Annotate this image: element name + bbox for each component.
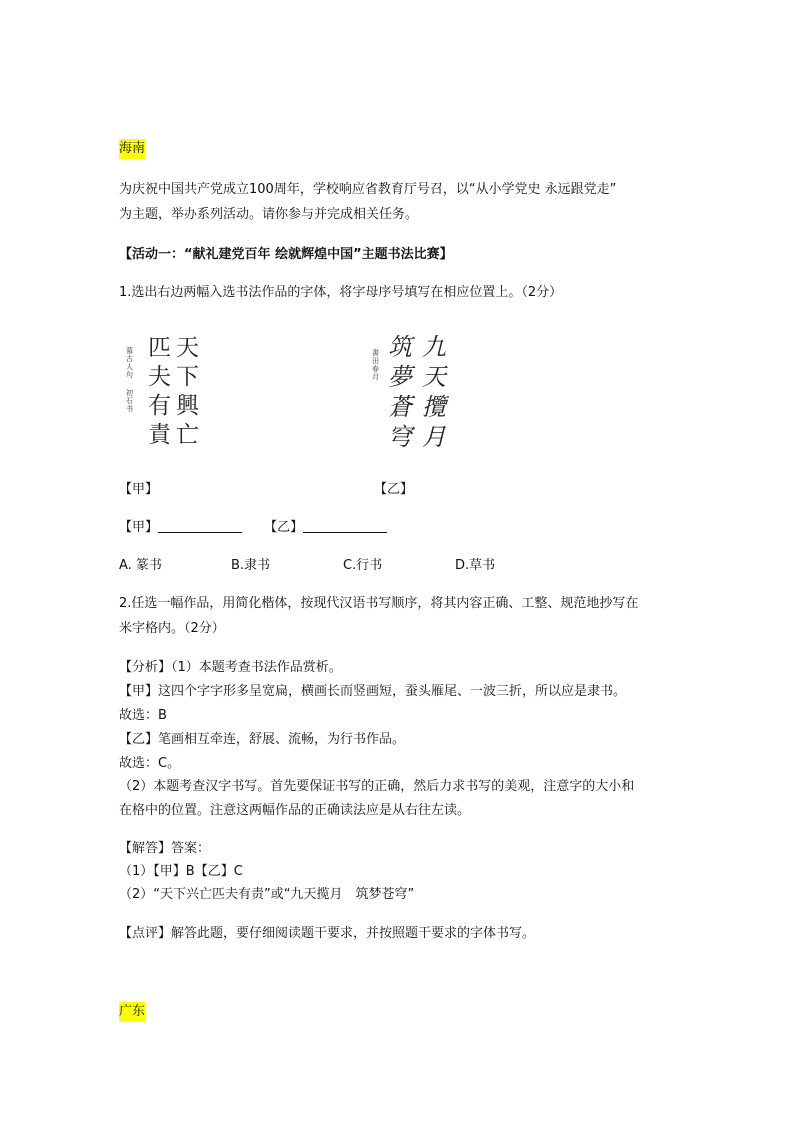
intro-line-1: 为庆祝中国共产党成立100周年，学校响应省教育厅号召，以“从小学党史 永远跟党走” [119,182,617,197]
svg-text:人: 人 [126,363,133,371]
calligraphy-artwork-jia [120,333,210,451]
calli-char: 天 [422,363,446,391]
option-a: A. 篆书 [119,558,162,573]
caption-yi: 【乙】 [374,482,414,497]
question-2-line-2: 米字格内。（2分） [119,621,225,636]
solution-line: （2）“天下兴亡匹夫有责”或“九天揽月 筑梦苍穹” [119,887,415,902]
analysis-line: 【分析】（1）本题考查书法作品赏析。 [119,660,342,675]
answer-label-jia: 【甲】 [119,520,159,535]
question-2-line-1: 2.任选一幅作品，用简化楷体，按现代汉语书写顺序，将其内容正确、工整、规范地抄写在 [119,596,639,611]
calligraphy-artwork-yi [366,333,456,455]
caption-jia: 【甲】 [119,482,159,497]
svg-text:石: 石 [126,397,133,405]
region-label-guangdong: 广东 [119,1002,145,1022]
calli-char: 天 [176,335,199,361]
region-label-hainan: 海南 [119,139,145,159]
svg-text:初: 初 [126,389,133,397]
intro-line-2: 为主题，举办系列活动。请你参与并完成相关任务。 [119,207,419,222]
option-c: C.行书 [343,558,383,573]
calli-char: 責 [148,422,171,448]
calli-char: 有 [148,393,171,419]
calli-char: 九 [422,333,446,361]
svg-text:田: 田 [372,357,379,365]
svg-text:古: 古 [126,355,133,363]
analysis-line: 在格中的位置。注意这两幅作品的正确读法应是从右往左读。 [119,803,471,818]
svg-text:书: 书 [126,405,133,413]
calli-char: 夢 [388,363,412,391]
calli-char: 下 [176,364,199,390]
calli-char: 月 [422,423,446,451]
calli-char: 蒼 [388,393,412,421]
answer-blank-yi[interactable] [303,518,387,533]
calli-char: 夫 [148,364,171,390]
analysis-line: 故选：B [119,708,167,723]
analysis-line: 【甲】这四个字字形多呈宽扁，横画长而竖画短，蚕头雁尾、一波三折，所以应是隶书。 [119,684,627,699]
svg-text:春: 春 [372,365,379,373]
svg-text:書: 書 [372,349,379,357]
question-1: 1.选出右边两幅入选书法作品的字体，将字母序号填写在相应位置上。（2分） [119,285,563,300]
answer-label-yi: 【乙】 [264,520,304,535]
option-b: B.隶书 [231,558,271,573]
answer-blanks [119,518,405,538]
calli-char: 筑 [388,333,412,361]
answer-blank-jia[interactable] [158,518,242,533]
calli-char: 匹 [148,335,171,361]
solution-line: 【解答】答案： [119,841,211,856]
svg-text:句: 句 [126,371,133,379]
svg-text:慕: 慕 [126,347,133,355]
comment-line: 【点评】解答此题，要仔细阅读题干要求，并按照题干要求的字体书写。 [119,926,536,941]
solution-line: （1）【甲】B【乙】C [119,864,243,879]
svg-text:月: 月 [372,373,379,381]
analysis-line: （2）本题考查汉字书写。首先要保证书写的正确，然后力求书写的美观，注意字的大小和 [119,779,635,794]
option-d: D.草书 [455,558,496,573]
calli-char: 穹 [388,423,412,451]
analysis-line: 【乙】笔画相互牵连，舒展、流畅，为行书作品。 [119,732,406,747]
activity-title: 【活动一：“献礼建党百年 绘就辉煌中国”主题书法比赛】 [119,247,453,262]
calli-char: 攬 [422,393,446,421]
calli-char: 興 [176,393,199,419]
analysis-line: 故选：C。 [119,756,181,771]
calli-char: 亡 [176,422,199,448]
